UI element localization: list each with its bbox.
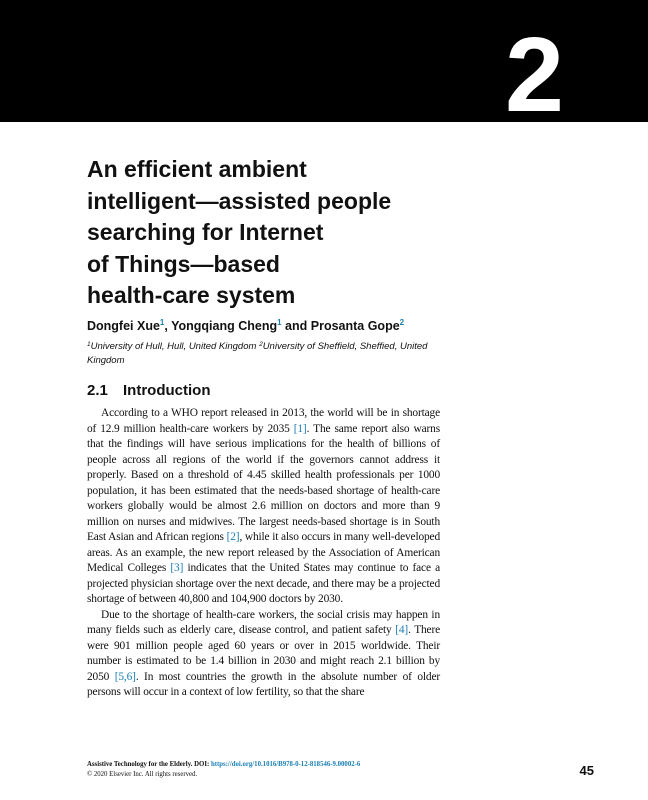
affiliation-marker[interactable]: 1 [159,318,165,327]
affiliation-marker[interactable]: 1 [277,318,282,327]
author-list [87,318,404,333]
doi-link[interactable]: https://doi.org/10.1016/B978-0-12-818546-9.00002-6 [210,761,361,768]
chapter-number: 2 [505,16,562,134]
chapter-title-line: of Things—based [87,250,280,277]
affiliation-text: University of Hull, Hull, United Kingdom [90,341,257,352]
copyright: © 2020 Elsevier Inc. All rights reserved. [87,771,198,778]
affiliation-mark: 2 [259,341,263,348]
body-paragraph [87,608,440,701]
author-name: Dongfei Xue [87,319,160,333]
author-separator: and [281,319,311,333]
chapter-title-line: searching for Internet [87,219,324,245]
section-heading [87,382,210,399]
paragraph-text: , while it also occurs in many well-developed areas. As an example, the new report released by the Association of American Medical Colleges [87,531,440,574]
citation-link[interactable]: [3] [170,562,184,574]
author-name: Yongqiang Cheng [171,319,278,333]
chapter-header-band [0,0,648,134]
citation-link[interactable]: [1] [293,422,307,435]
doi-label: DOI: [192,761,211,768]
section-title: Introduction [123,382,211,399]
footer-book-line [87,760,360,770]
citation-link[interactable]: [2] [226,531,240,543]
paragraph-text: According to a WHO report released in 2013, the world will be in shortage of 12.9 million health-care workers by 2035 [87,407,440,435]
page-number: 45 [579,763,594,778]
body-text [87,406,440,701]
paragraph-text: . The same report also warns that the findings will have serious implications for the health of billions of people across all regions of the world if the governors cannot address it properly. Based on a threshold of 4.45 skilled health professionals per 1000 population, it has been estimated that the needs-based shortage of health-care workers globally would be almost 2.6 million on doctors and more than 9 million on nurses and midwives. The largest needs-based shortage is in South East Asian and African regions [87,422,440,543]
chapter-title-line: health-care system [87,282,296,308]
paragraph-text: . There were 901 million people aged 60 years or over in 2015 worldwide. Their number is estimated to be 1.4 billion in 2030 and might reach 2.1 billion by 2050 [87,624,440,683]
affiliation-mark: 1 [87,341,91,348]
citation-link[interactable]: [4] [395,624,409,636]
affiliation-text: University of Sheffield, Sheffied, United Kingdom [87,341,428,366]
chapter-title [87,154,467,312]
chapter-title-line: An efficient ambient [87,156,307,182]
citation-link[interactable]: [5,6] [114,670,136,683]
book-title: Assistive Technology for the Elderly. [87,761,193,768]
section-number: 2.1 [87,382,108,399]
footer-info [87,760,360,780]
paragraph-text: indicates that the United States may continue to face a projected physician shortage over the next decade, and there may be a projected shortage of between 40,800 and 104,900 doctors by 2030. [87,562,440,605]
affiliations [87,338,447,368]
affiliation-marker[interactable]: 2 [399,318,405,327]
body-paragraph [87,406,440,608]
author-name: Prosanta Gope [310,319,400,333]
author-separator: , [164,319,172,333]
paragraph-text: Due to the shortage of health-care workers, the social crisis may happen in many fields such as elderly care, disease control, and patient safety [87,608,440,636]
paragraph-text: . In most countries the growth in the absolute number of older persons will occur in a context of low fertility, so that the share [87,670,440,698]
chapter-title-line: intelligent—assisted people [87,187,392,214]
